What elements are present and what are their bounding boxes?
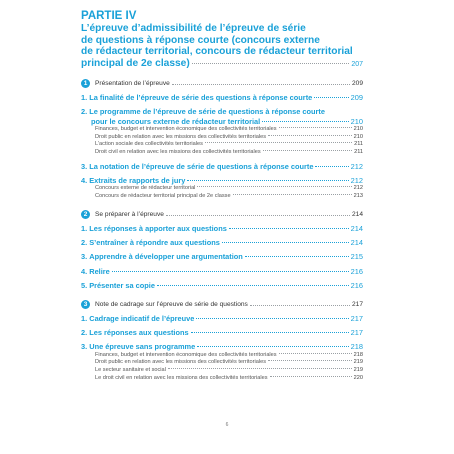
- toc-subentry: [81, 126, 363, 134]
- toc-subentry: [81, 193, 363, 201]
- page-number: 209: [351, 80, 363, 87]
- entry-title-continued: pour le concours externe de rédacteur territorial: [91, 116, 261, 126]
- toc-entry: [81, 252, 363, 261]
- toc-entry: [81, 162, 363, 171]
- leader-dots: [233, 194, 352, 195]
- entry-title: Relire: [89, 266, 110, 276]
- leader-dots: [268, 135, 352, 136]
- part-title-line: L’épreuve d’admissibilité de l’épreuve de série: [81, 23, 306, 34]
- page-number: 216: [350, 281, 363, 291]
- entry-number: 5.: [81, 281, 88, 291]
- leader-dots: [314, 97, 348, 98]
- page-number: 214: [351, 210, 363, 218]
- toc-subentry: [81, 375, 363, 383]
- page-number: 219: [353, 367, 363, 374]
- subentry-title: L’action sociale des collectivités territoriales: [95, 141, 203, 148]
- section-title: Note de cadrage sur l’épreuve de série de questions: [95, 300, 248, 308]
- toc-subentry: [81, 185, 363, 193]
- leader-dots: [250, 305, 350, 306]
- toc-entry: [81, 107, 363, 116]
- subentry-title: Le secteur sanitaire et social: [95, 367, 166, 374]
- entry-title: Extraits de rapports de jury: [89, 176, 186, 185]
- toc-subentry: [81, 367, 363, 375]
- leader-dots: [191, 332, 349, 333]
- table-of-contents: [81, 10, 363, 382]
- page-number: 216: [350, 266, 363, 276]
- leader-dots: [270, 376, 352, 377]
- leader-dots: [263, 150, 352, 151]
- page-number: 217: [351, 300, 363, 308]
- part-label: PARTIE IV: [81, 10, 137, 22]
- part-title-last-row: [81, 58, 363, 71]
- entry-number: 1.: [81, 313, 88, 323]
- leader-dots: [205, 142, 352, 143]
- entry-number: 3.: [81, 252, 88, 262]
- toc-entry: [81, 314, 363, 323]
- entry-title: Les réponses aux questions: [89, 328, 189, 338]
- entry-number: 3.: [81, 161, 88, 171]
- entry-title: S’entraîner à répondre aux questions: [89, 238, 220, 247]
- page-number: 214: [350, 223, 363, 233]
- toc-subentry: [81, 134, 363, 142]
- leader-dots: [187, 180, 348, 181]
- leader-dots: [222, 242, 349, 243]
- toc-entry: [81, 281, 363, 290]
- part-title-line: de questions à réponse courte (concours externe: [81, 34, 320, 46]
- section-number-badge: 2: [81, 210, 90, 219]
- section-title: Se préparer à l’épreuve: [95, 210, 164, 218]
- page-number: 211: [354, 149, 363, 155]
- page-number: 210: [353, 126, 363, 133]
- toc-subentry: [81, 352, 363, 360]
- leader-dots: [245, 256, 349, 257]
- subentry-title: Droit civil en relation avec les missions des collectivités territoriales: [95, 149, 261, 155]
- subentry-title: Concours de rédacteur territorial principal de 2e classe: [95, 193, 231, 199]
- leader-dots: [157, 285, 349, 286]
- entry-number: 4.: [81, 266, 88, 276]
- toc-entry-continued: [81, 117, 363, 126]
- part-title-line: principal de 2e classe): [81, 57, 190, 69]
- subentry-title: Finances, budget et intervention économique des collectivités territoriales: [95, 351, 277, 358]
- entry-number: 3.: [81, 342, 88, 352]
- page-number: 217: [350, 313, 363, 323]
- toc-entry: [81, 224, 363, 233]
- entry-number: 1.: [81, 223, 88, 233]
- toc-entry: [81, 93, 363, 102]
- section-title: Présentation de l’épreuve: [95, 80, 170, 87]
- toc-entry: [81, 267, 363, 276]
- leader-dots: [192, 63, 350, 64]
- leader-dots: [279, 353, 352, 354]
- subentry-title: Concours externe de rédacteur territorial: [95, 185, 196, 192]
- section-heading: [81, 79, 363, 88]
- toc-entry: [81, 328, 363, 337]
- leader-dots: [315, 166, 348, 167]
- toc-subentry: [81, 141, 363, 149]
- section-heading: [81, 210, 363, 219]
- part-title-line: de rédacteur territorial, concours de rédacteur territorial: [81, 46, 353, 57]
- page-number: 210: [350, 116, 363, 126]
- page-number: 207: [351, 60, 363, 68]
- page-number: 217: [350, 328, 363, 338]
- section-heading: [81, 300, 363, 309]
- page-number: 212: [350, 176, 363, 185]
- subentry-title: Droit public en relation avec les missions des collectivités territoriales: [95, 133, 266, 140]
- section-number-badge: 3: [81, 300, 90, 309]
- entry-title: Le programme de l’épreuve de série de questions à réponse courte: [89, 107, 325, 117]
- entry-title: Cadrage indicatif de l’épreuve: [89, 313, 195, 323]
- page-number: 214: [350, 238, 363, 247]
- toc-subentry: [81, 149, 363, 157]
- entry-title: Apprendre à développer une argumentation: [89, 252, 243, 262]
- subentry-title: Droit public en relation avec les missions des collectivités territoriales: [95, 359, 266, 366]
- page-number: 219: [353, 359, 363, 366]
- leader-dots: [229, 228, 349, 229]
- entry-title: La notation de l’épreuve de série de questions à réponse courte: [89, 161, 314, 171]
- page-number: 212: [350, 161, 363, 171]
- leader-dots: [197, 186, 351, 187]
- entry-number: 2.: [81, 328, 88, 338]
- toc-subentry: [81, 359, 363, 367]
- leader-dots: [168, 368, 352, 369]
- page-number: 218: [350, 342, 363, 352]
- entry-title: Les réponses à apporter aux questions: [89, 223, 227, 233]
- page-number: 220: [353, 374, 363, 381]
- page-number: 212: [353, 185, 363, 192]
- leader-dots: [197, 346, 348, 347]
- subentry-title: Le droit civil en relation avec les missions des collectivités territoriales: [95, 374, 268, 381]
- leader-dots: [268, 360, 352, 361]
- page-number: 210: [353, 133, 363, 140]
- leader-dots: [279, 127, 352, 128]
- page-number: 209: [350, 93, 363, 102]
- entry-number: 1.: [81, 93, 88, 102]
- page-folio: 6: [225, 422, 229, 428]
- leader-dots: [172, 84, 350, 85]
- entry-number: 2.: [81, 238, 88, 247]
- page-number: 211: [354, 141, 363, 148]
- entry-title: La finalité de l’épreuve de série des questions à réponse courte: [89, 93, 313, 102]
- section-number-badge: 1: [81, 79, 90, 88]
- subentry-title: Finances, budget et intervention économique des collectivités territoriales: [95, 126, 277, 133]
- page-number: 213: [353, 193, 363, 199]
- toc-entry: [81, 176, 363, 185]
- leader-dots: [196, 318, 348, 319]
- page-number: 218: [353, 351, 363, 358]
- toc-entry: [81, 342, 363, 351]
- page-number: 215: [350, 252, 363, 262]
- leader-dots: [166, 215, 350, 216]
- entry-number: 2.: [81, 107, 88, 117]
- toc-entry: [81, 238, 363, 247]
- entry-title: Présenter sa copie: [89, 281, 155, 291]
- leader-dots: [262, 121, 348, 122]
- entry-number: 4.: [81, 176, 88, 185]
- leader-dots: [112, 271, 349, 272]
- entry-title: Une épreuve sans programme: [89, 342, 196, 352]
